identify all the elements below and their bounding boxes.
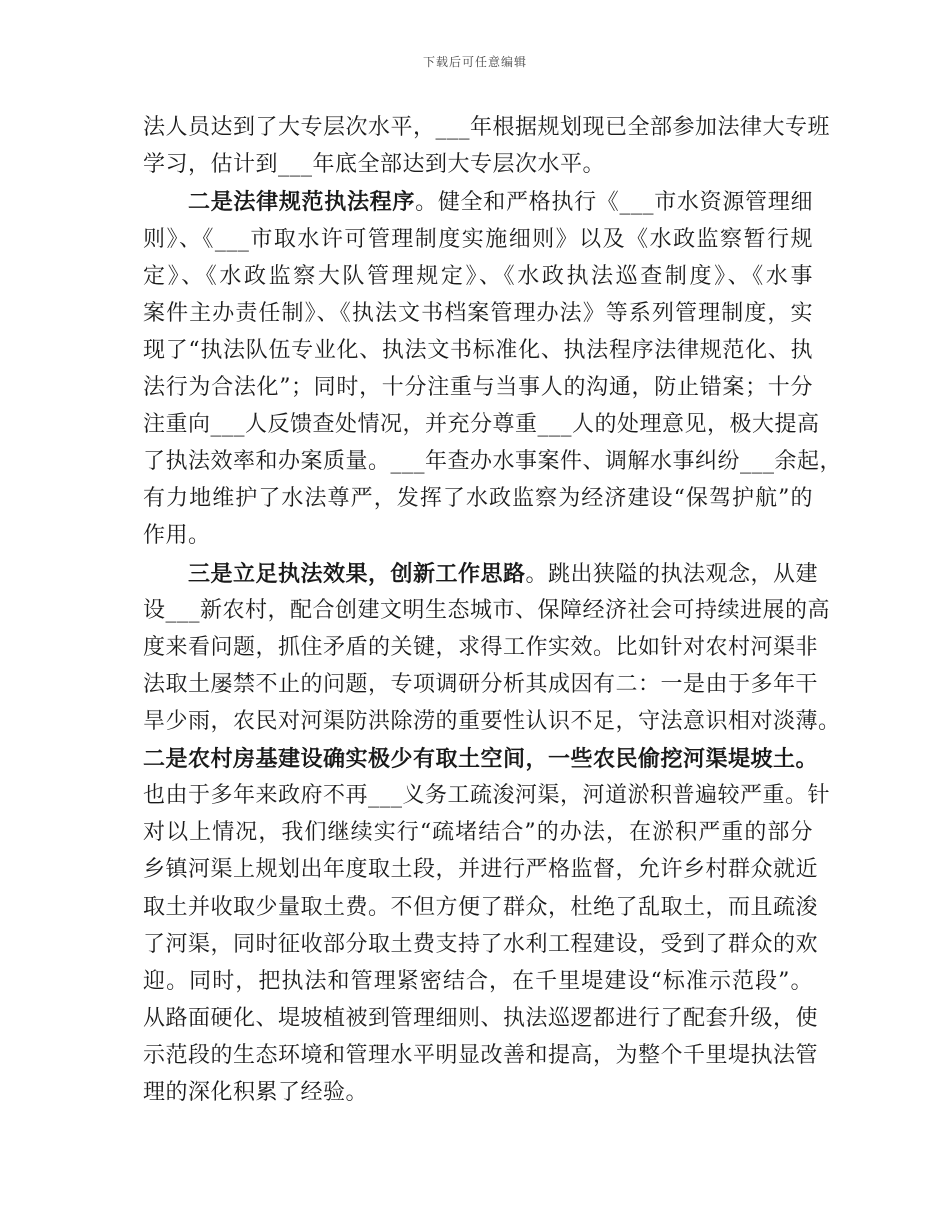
- line-text: 。健全和严格执行《___市水资源管理细: [415, 190, 813, 215]
- body-line-26: [143, 1041, 819, 1071]
- line-text: 法人员达到了大专层次水平，___年根据规划现已全部参加法律大专班: [143, 115, 831, 140]
- body-line-7: [143, 336, 813, 366]
- line-text: 理的深化积累了经验。: [143, 1080, 369, 1105]
- line-text: 取土并收取少量取土费。不但方便了群众，杜绝了乱取土，而且疏浚: [143, 895, 819, 920]
- body-line-3: [188, 187, 813, 218]
- body-line-27: [143, 1078, 813, 1108]
- line-text: 法取土屡禁不止的问题，专项调研分析其成因有二：一是由于多年干: [143, 672, 819, 697]
- line-text: 作用。: [143, 523, 211, 548]
- line-text: 定》、《水政监察大队管理规定》、《水政执法巡查制度》、《水事: [143, 264, 813, 289]
- body-line-15: [143, 633, 819, 663]
- body-line-13: [188, 559, 819, 590]
- line-text: 现了“执法队伍专业化、执法文书标准化、执法程序法律规范化、执: [143, 338, 813, 363]
- body-line-25: [143, 1004, 819, 1034]
- body-line-6: [143, 299, 813, 329]
- body-line-10: [143, 447, 843, 477]
- body-line-18: [143, 744, 819, 775]
- line-text: 案件主办责任制》、《执法文书档案管理办法》等系列管理制度，实: [143, 301, 813, 326]
- page-header: 下载后可任意编辑: [422, 55, 527, 69]
- line-text: 旱少雨，农民对河渠防洪除涝的重要性认识不足，守法意识相对淡薄。: [143, 709, 841, 734]
- bold-sentence: 二是农村房基建设确实极少有取土空间，一些农民偷挖河渠堤坡土。: [143, 746, 819, 772]
- line-text: 则》、《___市取水许可管理制度实施细则》以及《水政监察暂行规: [143, 227, 813, 252]
- body-line-5: [143, 262, 813, 292]
- line-text: 对以上情况，我们继续实行“疏堵结合”的办法，在淤积严重的部分: [143, 820, 813, 845]
- body-line-1: [143, 113, 831, 143]
- line-text: 也由于多年来政府不再___义务工疏浚河渠，河道淤积普遍较严重。针: [143, 783, 831, 808]
- line-text: 乡镇河渠上规划出年度取土段，并进行严格监督，允许乡村群众就近: [143, 857, 819, 882]
- body-line-12: [143, 521, 813, 551]
- body-line-19: [143, 781, 831, 811]
- line-text: 。跳出狭隘的执法观念，从建: [525, 562, 819, 587]
- body-line-17: [143, 707, 841, 737]
- body-line-24: [143, 967, 813, 997]
- body-line-14: [143, 596, 831, 626]
- bold-heading: 二是法律规范执法程序: [188, 189, 416, 215]
- body-line-21: [143, 855, 819, 885]
- body-line-16: [143, 670, 819, 700]
- line-text: 了执法效率和办案质量。___年查办水事案件、调解水事纠纷___余起，: [143, 449, 843, 474]
- line-text: 学习，估计到___年底全部达到大专层次水平。: [143, 152, 606, 177]
- line-text: 度来看问题，抓住矛盾的关键，求得工作实效。比如针对农村河渠非: [143, 635, 819, 660]
- body-line-9: [143, 410, 820, 440]
- line-text: 从路面硬化、堤坡植被到管理细则、执法巡逻都进行了配套升级，使: [143, 1006, 819, 1031]
- line-text: 注重向___人反馈查处情况，并充分尊重___人的处理意见，极大提高: [143, 412, 820, 437]
- line-text: 有力地维护了水法尊严，发挥了水政监察为经济建设“保驾护航”的: [143, 486, 813, 511]
- body-line-20: [143, 818, 813, 848]
- body-line-4: [143, 225, 813, 255]
- body-line-11: [143, 484, 813, 514]
- line-text: 示范段的生态环境和管理水平明显改善和提高，为整个千里堤执法管: [143, 1043, 819, 1068]
- body-line-22: [143, 893, 819, 923]
- body-line-2: [143, 150, 813, 180]
- body-line-23: [143, 930, 819, 960]
- bold-heading: 三是立足执法效果，创新工作思路: [188, 561, 526, 587]
- line-text: 迎。同时，把执法和管理紧密结合，在千里堤建设“标准示范段”。: [143, 969, 813, 994]
- line-text: 了河渠，同时征收部分取土费支持了水利工程建设，受到了群众的欢: [143, 932, 819, 957]
- body-line-8: [143, 373, 813, 403]
- line-text: 法行为合法化”；同时，十分注重与当事人的沟通，防止错案；十分: [143, 375, 813, 400]
- line-text: 设___新农村，配合创建文明生态城市、保障经济社会可持续进展的高: [143, 598, 831, 623]
